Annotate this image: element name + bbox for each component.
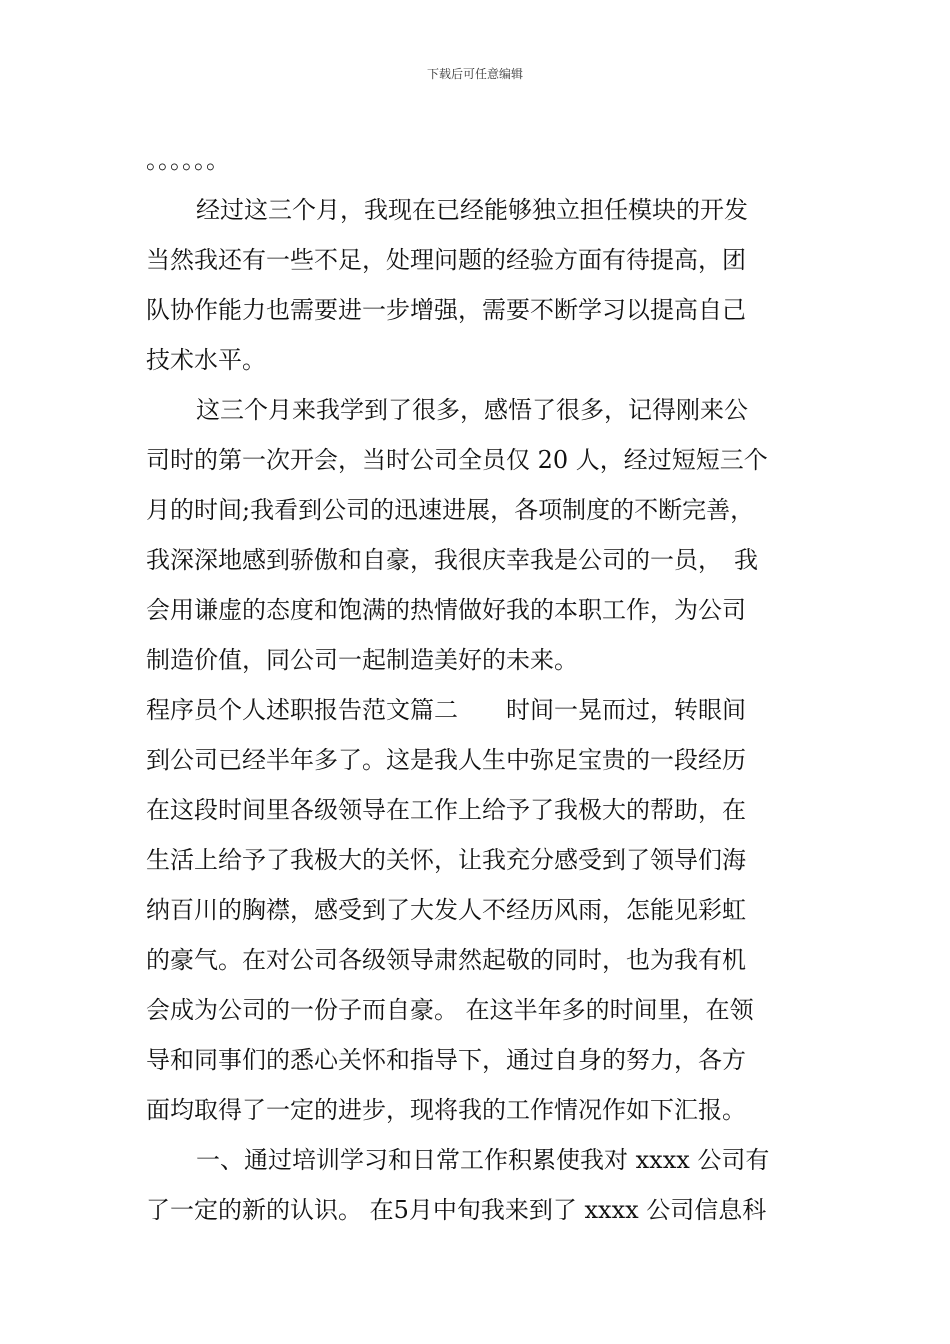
- text-line: 这三个月来我学到了很多，感悟了很多，记得刚来公: [196, 396, 748, 424]
- page-header: 下载后可任意编辑: [426, 67, 523, 81]
- text-line: 纳百川的胸襟，感受到了大发人不经历风雨，怎能见彩虹: [146, 896, 746, 924]
- text-line: 到公司已经半年多了。这是我人生中弥足宝贵的一段经历: [146, 746, 746, 774]
- text-line: 技术水平。: [146, 346, 266, 374]
- text-line: 在这段时间里各级领导在工作上给予了我极大的帮助，在: [146, 796, 746, 824]
- text-line: 月的时间;我看到公司的迅速进展，各项制度的不断完善，: [146, 496, 755, 524]
- text-line: 了一定的新的认识。 在5月中旬我来到了 xxxx 公司信息科: [146, 1196, 767, 1224]
- text-line: 会成为公司的一份子而自豪。 在这半年多的时间里，在领: [146, 996, 754, 1024]
- text-line: 会用谦虚的态度和饱满的热情做好我的本职工作，为公司: [146, 596, 746, 624]
- text-line: 队协作能力也需要进一步增强，需要不断学习以提高自己: [146, 296, 746, 324]
- section-title-line: 程序员个人述职报告范文篇二 时间一晃而过，转眼间: [146, 696, 746, 724]
- text-line: 当然我还有一些不足，处理问题的经验方面有待提高，团: [146, 246, 746, 274]
- text-line: 导和同事们的悉心关怀和指导下，通过自身的努力，各方: [146, 1046, 746, 1074]
- text-line: 生活上给予了我极大的关怀，让我充分感受到了领导们海: [146, 846, 746, 874]
- text-line: 的豪气。在对公司各级领导肃然起敬的同时，也为我有机: [146, 946, 746, 974]
- text-line: 司时的第一次开会，当时公司全员仅 20 人，经过短短三个: [146, 446, 768, 474]
- text-line: 面均取得了一定的进步，现将我的工作情况作如下汇报。: [146, 1096, 746, 1124]
- text-line: 制造价值，同公司一起制造美好的未来。: [146, 646, 578, 674]
- text-line: 一、通过培训学习和日常工作积累使我对 xxxx 公司有: [196, 1146, 770, 1174]
- text-line: 我深深地感到骄傲和自豪，我很庆幸我是公司的一员， 我: [146, 546, 758, 574]
- text-line: 。。。。。。: [146, 146, 230, 174]
- text-line: 经过这三个月，我现在已经能够独立担任模块的开发: [196, 196, 748, 224]
- document-body: [146, 135, 808, 1235]
